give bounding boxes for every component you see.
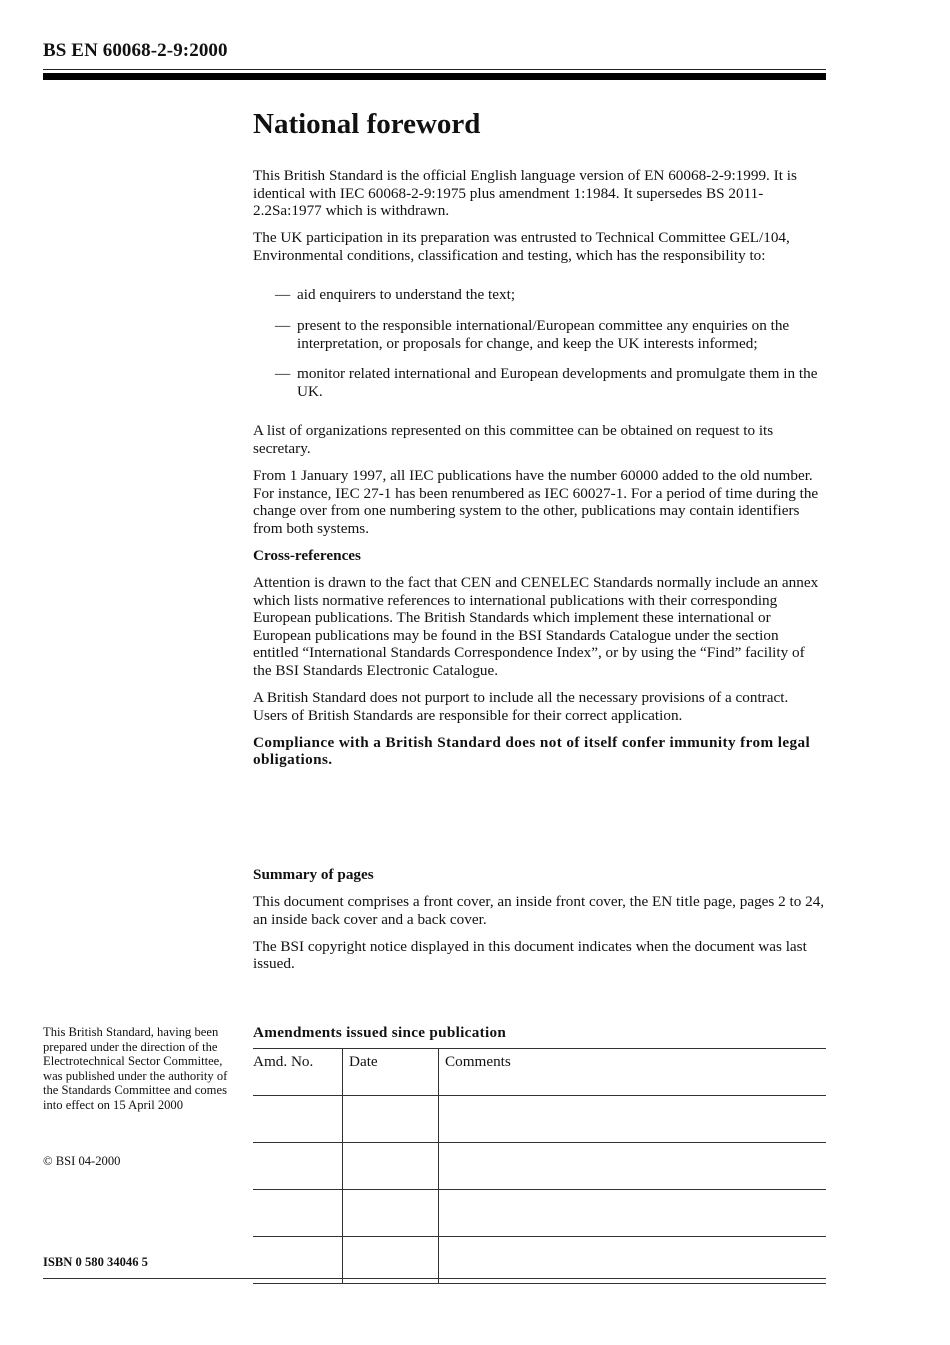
table-cell: [439, 1237, 827, 1284]
table-cell: [343, 1096, 439, 1143]
column-header-amd-no: Amd. No.: [253, 1049, 343, 1096]
page-title: National foreword: [253, 108, 481, 140]
responsibility-list: [253, 286, 826, 400]
header-thick-rule: [43, 73, 826, 80]
table-row: [253, 1237, 826, 1284]
summary-section: [253, 866, 826, 982]
table-row: [253, 1143, 826, 1190]
list-item-text: monitor related international and European developments and promulgate them in the UK.: [297, 365, 818, 400]
table-cell: [253, 1143, 343, 1190]
dash-bullet: —: [275, 317, 291, 335]
paragraph-copyright-notice: The BSI copyright notice displayed in this document indicates when the document was last issued.: [253, 937, 807, 973]
amendments-table: [253, 1048, 826, 1284]
isbn-text: ISBN 0 580 34046 5: [43, 1255, 148, 1269]
paragraph-contract-provisions: A British Standard does not purport to include all the necessary provisions of a contract. Users of British Standards are responsible for their correct application.: [253, 689, 789, 724]
table-cell: [439, 1190, 827, 1237]
list-item: [253, 286, 826, 304]
paragraph-uk-participation: The UK participation in its preparation was entrusted to Technical Committee GEL/104, Environmental conditions, classification and testing, which has the responsibility to:: [253, 229, 790, 264]
compliance-statement: Compliance with a British Standard does not of itself confer immunity from legal obligations.: [253, 733, 811, 769]
table-header-row: [253, 1049, 826, 1096]
publication-note: This British Standard, having been prepared under the direction of the Electrotechnical Sector Committee, was published under the authority of the Standards Committee and comes into effect on 15 April 2000: [43, 1025, 228, 1112]
paragraph-official-version: This British Standard is the official English language version of EN 60068-2-9:1999. It is identical with IEC 60068-2-9:1975 plus amendment 1:1984. It supersedes BS 2011-2.2Sa:1977 which is withdrawn.: [253, 167, 797, 220]
table-cell: [439, 1096, 827, 1143]
table-row: [253, 1096, 826, 1143]
dash-bullet: —: [275, 365, 291, 383]
list-item: [253, 365, 826, 400]
table-cell: [253, 1190, 343, 1237]
paragraph-cross-references: Attention is drawn to the fact that CEN and CENELEC Standards normally include an annex which lists normative references to international publications with their corresponding European publications. The British Standards which implement these international or European publications may be found in the BSI Standards Catalogue under the section entitled “International Standards Correspondence Index”, or by using the “Find” facility of the BSI Standards Electronic Catalogue.: [253, 574, 819, 680]
table-cell: [439, 1143, 827, 1190]
table-cell: [343, 1237, 439, 1284]
copyright-text: © BSI 04-2000: [43, 1154, 121, 1168]
cross-references-heading: Cross-references: [253, 547, 361, 564]
paragraph-iec-numbering: From 1 January 1997, all IEC publications have the number 60000 added to the old number. For instance, IEC 27-1 has been renumbered as IEC 60027-1. For a period of time during the change over from one numbering system to the other, publications may contain identifiers from both systems.: [253, 467, 819, 537]
table-cell: [343, 1143, 439, 1190]
table-cell: [253, 1237, 343, 1284]
table-cell: [343, 1190, 439, 1237]
column-header-date: Date: [343, 1049, 439, 1096]
paragraph-committee-list: A list of organizations represented on this committee can be obtained on request to its secretary.: [253, 422, 774, 458]
foreword-section: [253, 106, 826, 779]
table-cell: [253, 1096, 343, 1143]
amendments-title: Amendments issued since publication: [253, 1024, 507, 1041]
dash-bullet: —: [275, 286, 291, 304]
footer-rule: [43, 1278, 826, 1279]
document-id-header: BS EN 60068-2-9:2000: [43, 40, 228, 61]
table-row: [253, 1190, 826, 1237]
column-header-comments: Comments: [439, 1049, 827, 1096]
list-item-text: aid enquirers to understand the text;: [297, 286, 516, 304]
header-thin-rule: [43, 69, 826, 70]
list-item-text: present to the responsible international/European committee any enquiries on the interpretation, or proposals for change, and keep the UK interests informed;: [297, 317, 790, 352]
summary-heading: Summary of pages: [253, 866, 374, 883]
paragraph-document-contents: This document comprises a front cover, an inside front cover, the EN title page, pages 2 to 24, an inside back cover and a back cover.: [253, 893, 825, 928]
list-item: [253, 317, 826, 352]
